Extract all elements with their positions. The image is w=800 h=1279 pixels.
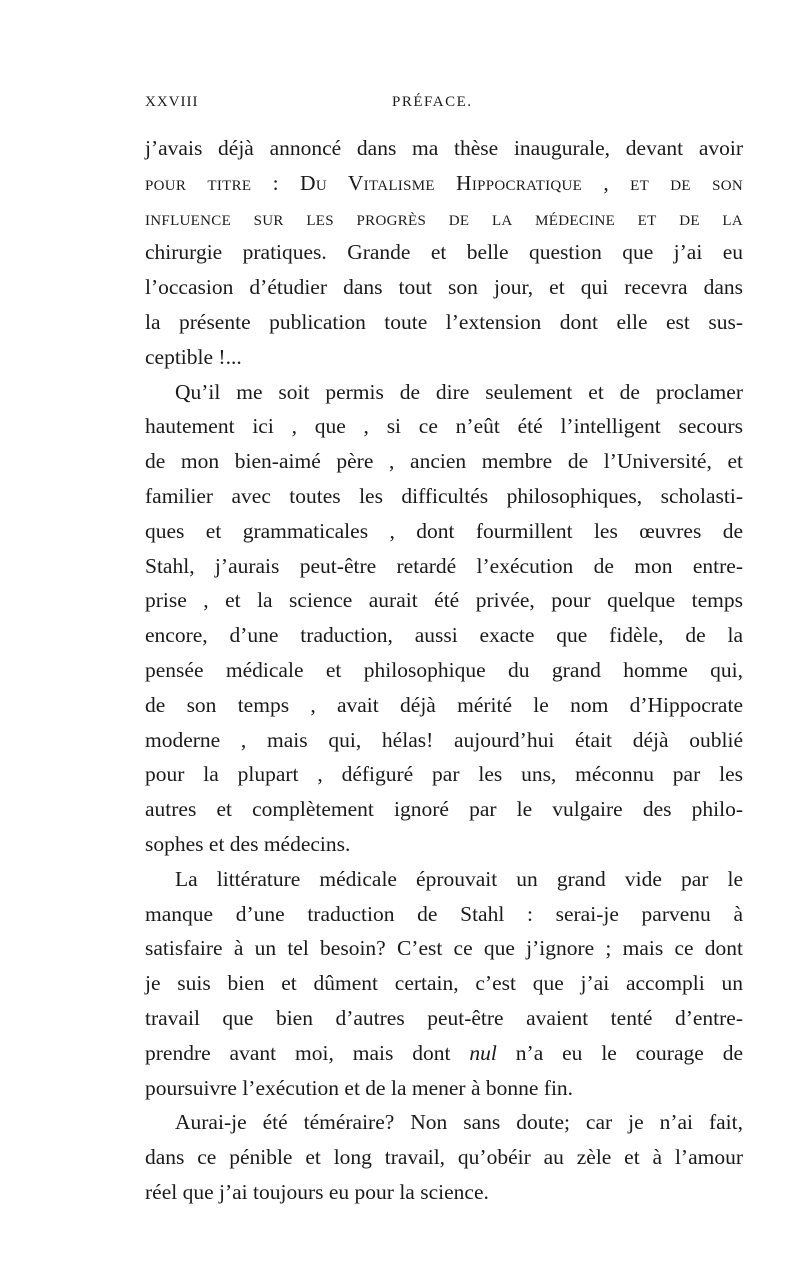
text-line-with-italic: [145, 1036, 743, 1071]
text-line: réel que j’ai toujours eu pour la science.: [145, 1179, 489, 1204]
text-line: l’occasion d’étudier dans tout son jour, et qui recevra dans: [145, 275, 743, 300]
text-line: dans ce pénible et long travail, qu’obéir au zèle et à l’amour: [145, 1145, 743, 1170]
text-line: moderne , mais qui, hélas! aujourd’hui était déjà oublié: [145, 727, 743, 752]
running-title: PRÉFACE.: [392, 94, 473, 110]
text-line: pensée médicale et philosophique du grand homme qui,: [145, 657, 743, 682]
text-line: j’avais déjà annoncé dans ma thèse inaugurale, devant avoir: [145, 136, 743, 160]
text-line: autres et complètement ignoré par le vulgaire des philo-: [145, 797, 743, 822]
text-line: ceptible !...: [145, 344, 242, 369]
text-line: la présente publication toute l’extension dont elle est sus-: [145, 309, 743, 334]
text-line: pour titre : Du Vitalisme Hippocratique , et de son: [145, 170, 743, 195]
text-line: je suis bien et dûment certain, c’est que j’ai accompli un: [145, 971, 743, 996]
text-line: sophes et des médecins.: [145, 831, 351, 856]
text-span: prendre avant moi, mais dont: [145, 1040, 451, 1065]
body-text: [145, 131, 743, 1210]
page-number: XXVIII: [145, 94, 199, 110]
text-span: n’a eu le courage de: [515, 1040, 743, 1065]
text-line: travail que bien d’autres peut-être avaient tenté d’entre-: [145, 1005, 743, 1030]
text-line: La littérature médicale éprouvait un grand vide par le: [175, 866, 743, 891]
text-line: encore, d’une traduction, aussi exacte que fidèle, de la: [145, 623, 743, 648]
text-line: prise , et la science aurait été privée, pour quelque temps: [145, 588, 743, 613]
text-line: ques et grammaticales , dont fourmillent les œuvres de: [145, 518, 743, 543]
text-line: Qu’il me soit permis de dire seulement et de proclamer: [175, 379, 743, 404]
text-line: de son temps , avait déjà mérité le nom d’Hippocrate: [145, 692, 743, 717]
text-line: pour la plupart , défiguré par les uns, méconnu par les: [145, 762, 743, 787]
text-line: chirurgie pratiques. Grande et belle question que j’ai eu: [145, 240, 743, 265]
text-line: familier avec toutes les difficultés philosophiques, scholasti-: [145, 483, 743, 508]
page-header: [145, 94, 740, 118]
italic-word: nul: [469, 1040, 497, 1065]
text-line: Aurai-je été téméraire? Non sans doute; car je n’ai fait,: [175, 1110, 743, 1135]
text-line: manque d’une traduction de Stahl : serai-je parvenu à: [145, 901, 743, 926]
text-line: poursuivre l’exécution et de la mener à bonne fin.: [145, 1075, 574, 1100]
text-line: influence sur les progrès de la médecine et de la: [145, 205, 743, 230]
text-line: de mon bien-aimé père , ancien membre de l’Université, et: [145, 449, 743, 474]
text-line: Stahl, j’aurais peut-être retardé l’exécution de mon entre-: [145, 553, 743, 578]
text-line: satisfaire à un tel besoin? C’est ce que j’ignore ; mais ce dont: [145, 936, 743, 961]
text-line: hautement ici , que , si ce n’eût été l’intelligent secours: [145, 414, 743, 439]
